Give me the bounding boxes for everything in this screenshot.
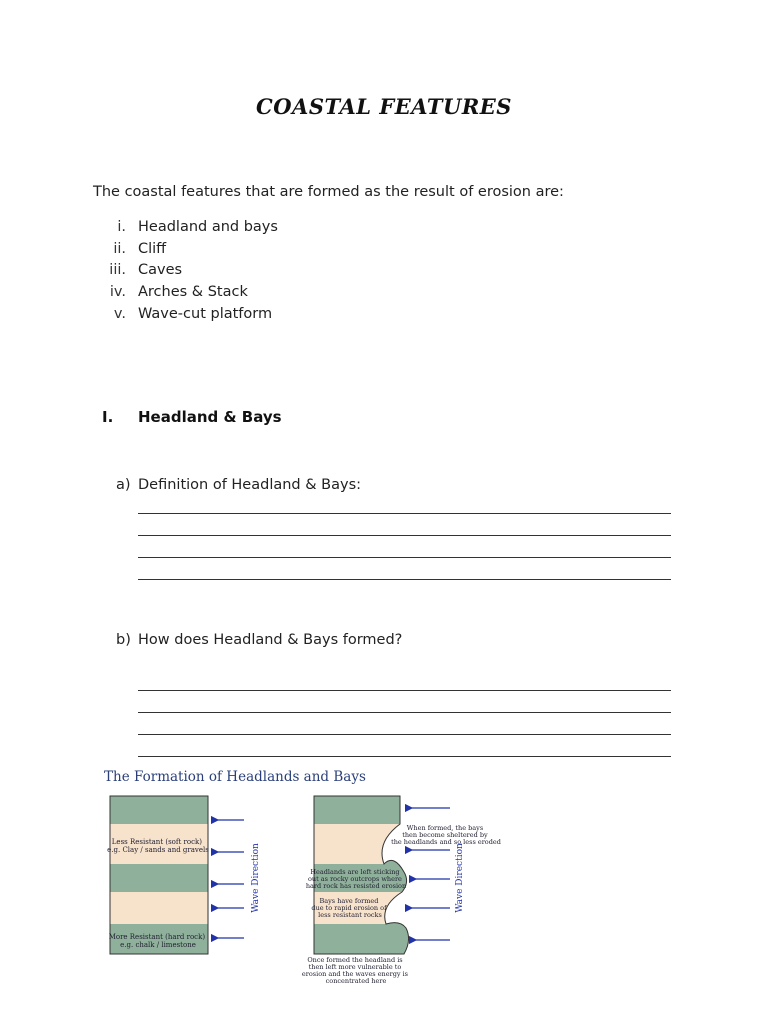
answer-line[interactable] bbox=[138, 734, 671, 735]
question-text: How does Headland & Bays formed? bbox=[138, 632, 403, 648]
intro-text: The coastal features that are formed as the result of erosion are: bbox=[93, 184, 564, 200]
question-a bbox=[116, 477, 361, 493]
after-erosion-panel bbox=[302, 796, 501, 985]
list-item-label: Arches & Stack bbox=[138, 284, 248, 301]
question-label: b) bbox=[116, 632, 131, 648]
list-number: i. bbox=[117, 219, 126, 235]
list-number: iv. bbox=[109, 284, 126, 301]
erosion-feature-list bbox=[86, 217, 278, 326]
answer-line[interactable] bbox=[138, 557, 671, 558]
bottom-note-label: Once formed the headland is then left more vulnerable to erosion and the waves energy is concentrated here bbox=[301, 956, 409, 985]
answer-line[interactable] bbox=[138, 535, 671, 536]
question-label: a) bbox=[116, 477, 131, 493]
wave-direction-label: Wave Direction bbox=[251, 843, 261, 913]
list-number: v. bbox=[113, 305, 126, 322]
more-resistant-label: More Resistant (hard rock) e.g. chalk / limestone bbox=[108, 933, 206, 949]
list-item bbox=[86, 282, 278, 304]
before-erosion-panel bbox=[107, 796, 261, 954]
list-item-label: Wave-cut platform bbox=[138, 305, 273, 322]
less-resistant-label: Less Resistant (soft rock) e.g. Clay / sands and gravels bbox=[107, 838, 209, 854]
list-item bbox=[86, 260, 278, 282]
headland-shape bbox=[314, 923, 409, 954]
headland-bay-diagram bbox=[0, 780, 768, 990]
soft-rock-band bbox=[110, 892, 208, 924]
list-item bbox=[86, 304, 278, 326]
section-title: Headland & Bays bbox=[138, 408, 282, 426]
answer-line[interactable] bbox=[138, 579, 671, 580]
bays-formed-label: Bays have formed due to rapid erosion of less resistant rocks bbox=[311, 897, 387, 919]
figure-title: The Formation of Headlands and Bays bbox=[104, 769, 366, 785]
list-item-label: Headland and bays bbox=[138, 219, 278, 235]
answer-line[interactable] bbox=[138, 513, 671, 514]
section-heading bbox=[102, 408, 282, 426]
wave-direction-label: Wave Direction bbox=[455, 843, 465, 913]
headlands-label: Headlands are left sticking out as rocky outcrops where hard rock has resisted erosion bbox=[305, 868, 407, 890]
list-item-label: Cliff bbox=[138, 240, 167, 257]
list-number: iii. bbox=[109, 262, 126, 279]
bay-shape bbox=[314, 824, 400, 864]
page-title: COASTAL FEATURES bbox=[256, 94, 512, 119]
list-item-label: Caves bbox=[138, 262, 183, 279]
hard-rock-band bbox=[110, 864, 208, 892]
hard-rock-band bbox=[314, 796, 400, 824]
list-item bbox=[86, 239, 278, 261]
section-number: I. bbox=[102, 408, 114, 426]
answer-line[interactable] bbox=[138, 712, 671, 713]
list-item bbox=[86, 217, 278, 239]
answer-line[interactable] bbox=[138, 756, 671, 757]
bays-sheltered-label: When formed, the bays then become sheltered by the headlands and so less eroded bbox=[391, 824, 501, 846]
list-number: ii. bbox=[113, 240, 126, 257]
hard-rock-band bbox=[110, 796, 208, 824]
question-text: Definition of Headland & Bays: bbox=[138, 477, 362, 493]
answer-line[interactable] bbox=[138, 690, 671, 691]
question-b bbox=[116, 632, 402, 648]
